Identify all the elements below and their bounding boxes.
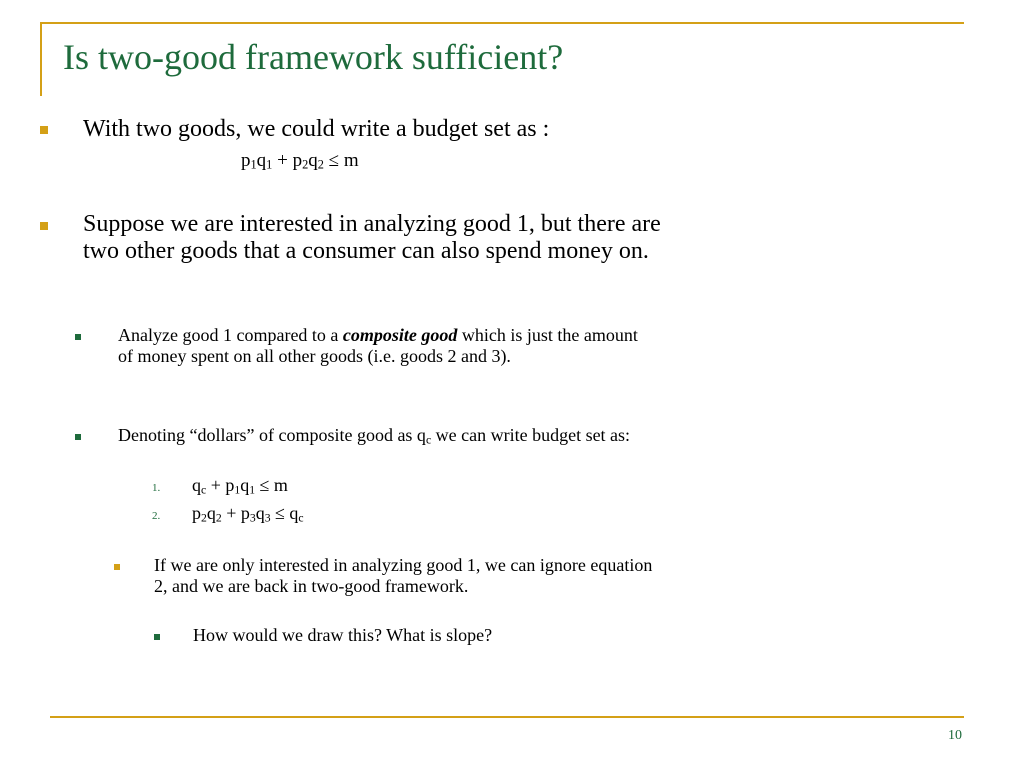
bullet-square-icon: [40, 126, 48, 134]
frame-bottom-rule: [50, 716, 964, 718]
frame-left-rule: [40, 22, 42, 96]
bullet-suppose: Suppose we are interested in analyzing good 1, but there are two other goods that a consumer can also spend money on.: [83, 211, 661, 264]
sub-bullet-icon: [114, 564, 120, 570]
sub-bullet-icon: [75, 434, 81, 440]
equation-other-goods: $p_2q_2 + p_3q_3 \le q_c$: [192, 503, 304, 525]
sub-bullet-icon: [75, 334, 81, 340]
bullet-square-icon: [40, 222, 48, 230]
slide-title: Is two-good framework sufficient?: [63, 37, 564, 77]
equation-composite-budget: $q_c + p_1q_1 \le m$: [192, 475, 288, 497]
list-number-2: 2.: [152, 510, 161, 522]
sub-bullet-icon: [154, 634, 160, 640]
composite-good-term: composite good: [342, 325, 458, 345]
list-number-1: 1.: [152, 482, 161, 494]
frame-top-rule: [40, 22, 964, 24]
bullet-draw-question: How would we draw this? What is slope?: [193, 625, 493, 645]
bullet-budget-set: With two goods, we could write a budget set as :: [83, 116, 550, 142]
bullet-ignore-equation: If we are only interested in analyzing good 1, we can ignore equation 2, and we are back in two-good framework.: [154, 555, 653, 596]
page-number: 10: [948, 728, 962, 743]
equation-budget-two-goods: $p_1q_1 + p_2q_2 \le m$: [241, 150, 359, 172]
bullet-composite-good: Analyze good 1 compared to a composite good which is just the amount of money spent on all other goods (i.e. goods 2 and 3).: [118, 325, 638, 366]
bullet-denoting-dollars: Denoting “dollars” of composite good as $q_c$ we can write budget set as:: [118, 425, 631, 447]
